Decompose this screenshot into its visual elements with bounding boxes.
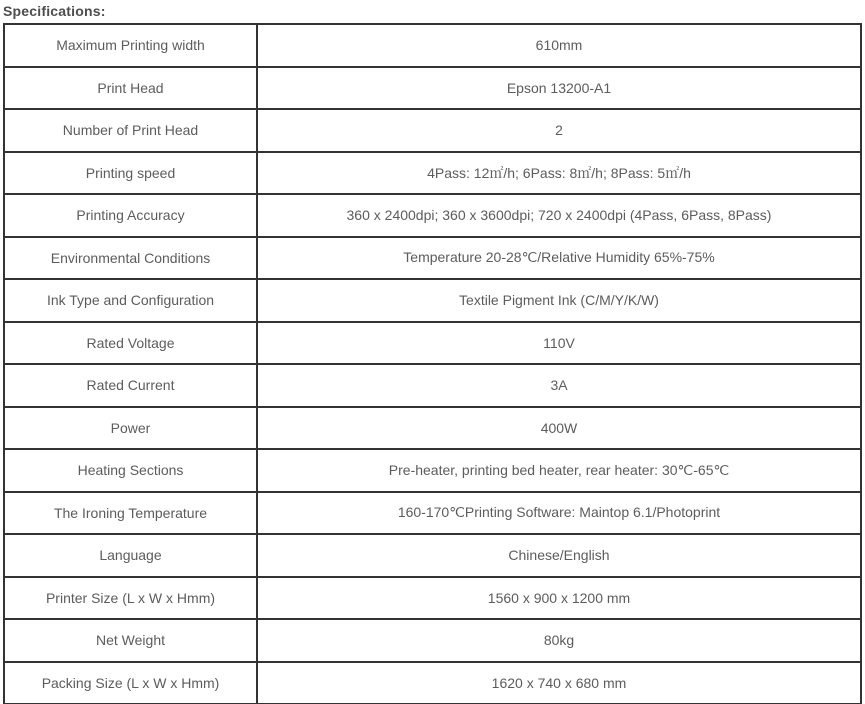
- table-row: [4, 449, 861, 492]
- specifications-table: [3, 23, 862, 704]
- table-row: [4, 322, 861, 365]
- spec-value-cell: 360 x 2400dpi; 360 x 3600dpi; 720 x 2400dpi (4Pass, 6Pass, 8Pass): [257, 194, 861, 237]
- spec-label-cell: Ink Type and Configuration: [4, 279, 257, 322]
- spec-value-cell: 1620 x 740 x 680 mm: [257, 662, 861, 704]
- spec-value-cell: 4Pass: 12㎡/h; 6Pass: 8㎡/h; 8Pass: 5㎡/h: [257, 152, 861, 195]
- spec-value-cell: Pre-heater, printing bed heater, rear heater: 30℃-65℃: [257, 449, 861, 492]
- spec-label-cell: Printing Accuracy: [4, 194, 257, 237]
- spec-label-cell: Net Weight: [4, 619, 257, 662]
- spec-value-cell: Textile Pigment Ink (C/M/Y/K/W): [257, 279, 861, 322]
- spec-value-cell: 160-170℃Printing Software: Maintop 6.1/Photoprint: [257, 492, 861, 535]
- spec-label-cell: The Ironing Temperature: [4, 492, 257, 535]
- spec-value-cell: Epson 13200-A1: [257, 67, 861, 110]
- spec-label-cell: Rated Current: [4, 364, 257, 407]
- spec-value-cell: Temperature 20-28℃/Relative Humidity 65%-75%: [257, 237, 861, 280]
- table-row: [4, 24, 861, 67]
- spec-value-cell: 80kg: [257, 619, 861, 662]
- spec-label-cell: Number of Print Head: [4, 109, 257, 152]
- spec-label-cell: Printer Size (L x W x Hmm): [4, 577, 257, 620]
- table-row: [4, 534, 861, 577]
- spec-label-cell: Heating Sections: [4, 449, 257, 492]
- spec-value-cell: 400W: [257, 407, 861, 450]
- table-row: [4, 577, 861, 620]
- table-row: [4, 619, 861, 662]
- spec-label-cell: Rated Voltage: [4, 322, 257, 365]
- spec-label-cell: Language: [4, 534, 257, 577]
- spec-value-cell: 110V: [257, 322, 861, 365]
- table-row: [4, 237, 861, 280]
- specifications-table-body: [4, 24, 861, 704]
- spec-value-cell: 1560 x 900 x 1200 mm: [257, 577, 861, 620]
- table-row: [4, 152, 861, 195]
- spec-value-cell: 2: [257, 109, 861, 152]
- spec-value-cell: Chinese/English: [257, 534, 861, 577]
- table-row: [4, 194, 861, 237]
- table-row: [4, 67, 861, 110]
- spec-label-cell: Packing Size (L x W x Hmm): [4, 662, 257, 704]
- table-row: [4, 492, 861, 535]
- spec-value-cell: 3A: [257, 364, 861, 407]
- table-row: [4, 662, 861, 704]
- table-row: [4, 279, 861, 322]
- table-row: [4, 109, 861, 152]
- spec-label-cell: Maximum Printing width: [4, 24, 257, 67]
- spec-label-cell: Power: [4, 407, 257, 450]
- spec-label-cell: Print Head: [4, 67, 257, 110]
- table-row: [4, 364, 861, 407]
- table-row: [4, 407, 861, 450]
- spec-value-cell: 610mm: [257, 24, 861, 67]
- section-heading: Specifications:: [3, 3, 106, 19]
- spec-label-cell: Environmental Conditions: [4, 237, 257, 280]
- spec-label-cell: Printing speed: [4, 152, 257, 195]
